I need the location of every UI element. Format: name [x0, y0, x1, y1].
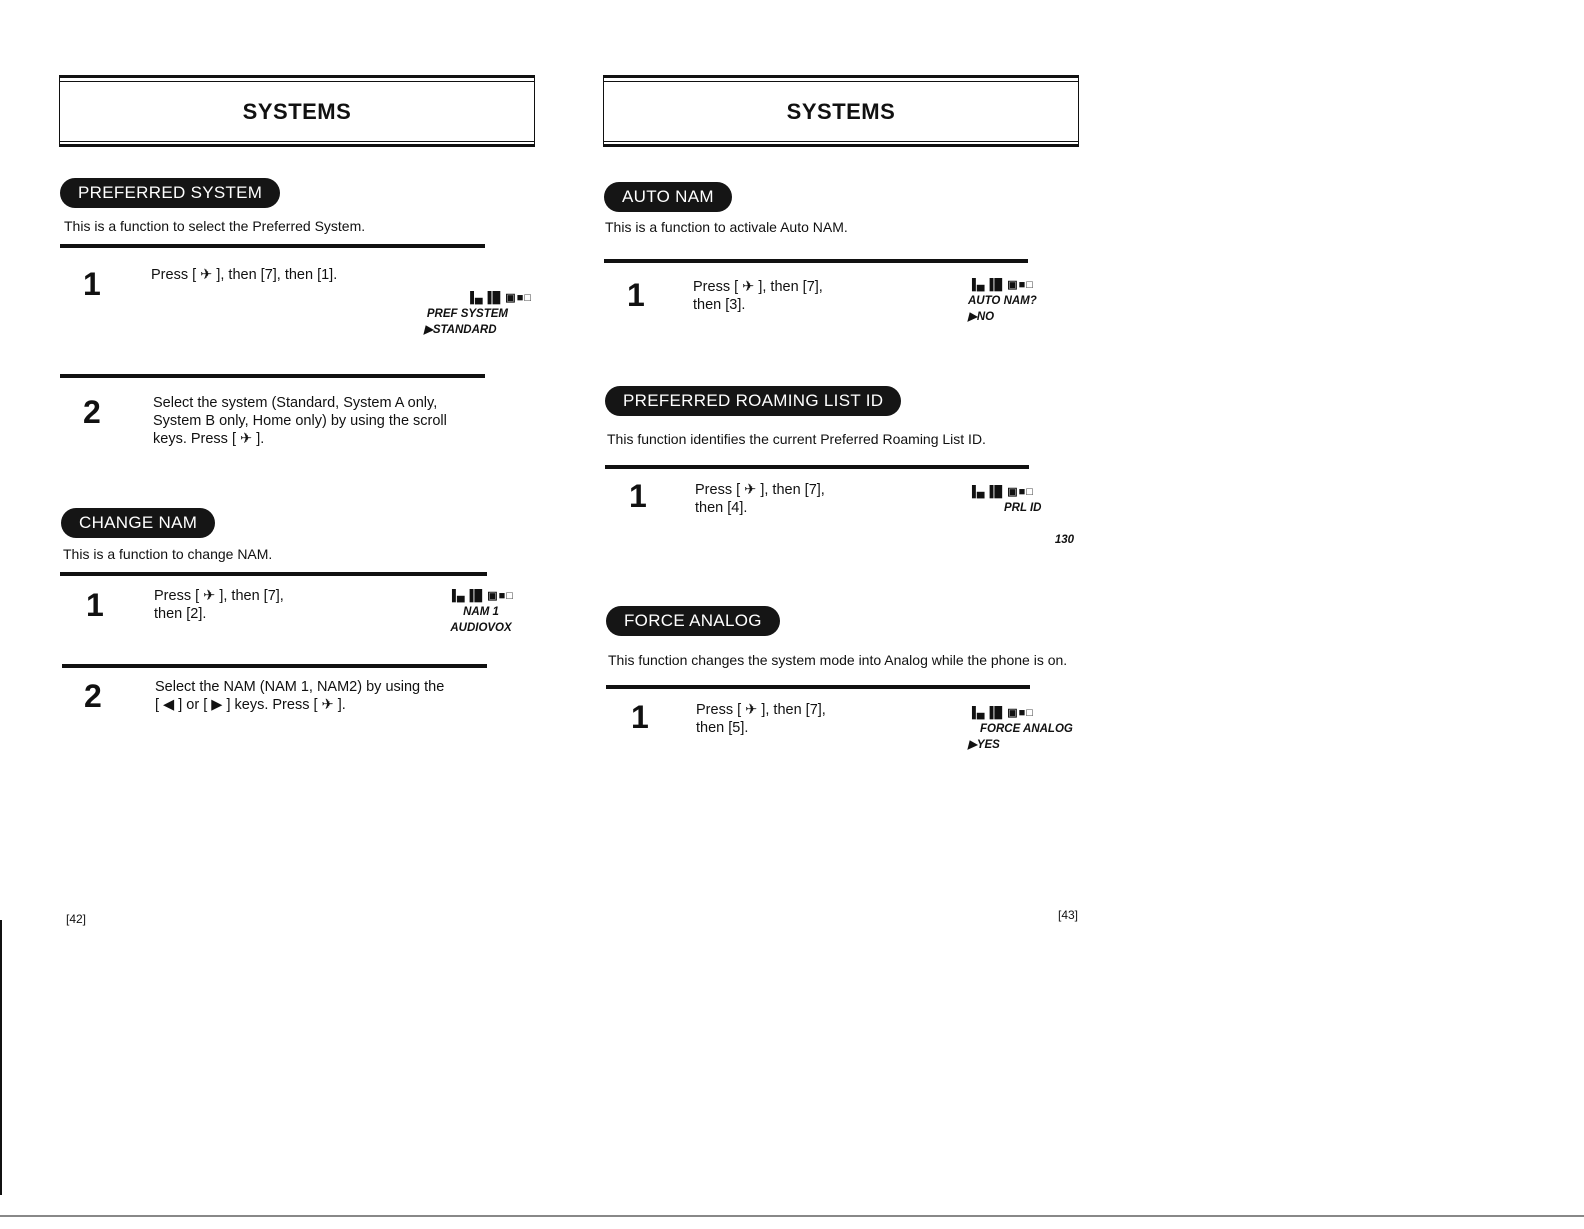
- preferred-roaming-list-id-heading: PREFERRED ROAMING LIST ID: [605, 386, 901, 416]
- step-number: 1: [83, 266, 101, 302]
- change-nam-description: This is a function to change NAM.: [63, 546, 273, 562]
- right-page-title-box: [603, 75, 1079, 147]
- display-status-icons: ▐▄▐█ ▣■□: [968, 486, 1034, 498]
- change-nam-heading: CHANGE NAM: [61, 508, 215, 538]
- display-line: AUDIOVOX: [450, 622, 512, 634]
- scan-bottom-line: [0, 1215, 1584, 1217]
- auto-nam-heading: AUTO NAM: [604, 182, 732, 212]
- step-line: Press [ ✈ ], then [7], then [1].: [151, 267, 338, 283]
- step-line: Press [ ✈ ], then [7],: [154, 588, 284, 604]
- phone-display: [968, 484, 1078, 548]
- step-instruction: [695, 481, 825, 517]
- step-number: 1: [629, 478, 647, 514]
- step-line: Select the NAM (NAM 1, NAM2) by using the: [155, 679, 445, 695]
- step-divider: [60, 244, 485, 248]
- step-instruction: [154, 587, 284, 623]
- display-line: NAM 1: [463, 606, 499, 618]
- phone-display: [424, 290, 532, 338]
- display-line: PRL ID: [1004, 502, 1042, 514]
- step-divider: [60, 374, 485, 378]
- page-number-right: [43]: [1058, 908, 1079, 922]
- step-instruction: [153, 394, 447, 448]
- display-line: 130: [1054, 534, 1074, 546]
- step-number: 2: [84, 678, 102, 714]
- auto-nam-description: This is a function to activale Auto NAM.: [605, 219, 848, 235]
- preferred-roaming-list-id-description: This function identifies the current Preferred Roaming List ID.: [607, 431, 986, 447]
- step-divider: [60, 572, 487, 576]
- display-line: AUTO NAM?: [968, 295, 1037, 307]
- display-status-icons: ▐▄▐█ ▣■□: [968, 279, 1034, 291]
- preferred-system-heading: PREFERRED SYSTEM: [60, 178, 280, 208]
- step-line: Select the system (Standard, System A only,: [153, 395, 438, 411]
- step-number: 1: [86, 587, 104, 623]
- step-line: then [4].: [695, 500, 748, 516]
- preferred-system-description: This is a function to select the Preferred System.: [64, 218, 366, 234]
- step-instruction: [155, 678, 444, 714]
- page-number-left: [42]: [66, 912, 87, 926]
- step-line: System B only, Home only) by using the scroll: [153, 413, 447, 429]
- left-page-title-box: [59, 75, 535, 147]
- display-line: FORCE ANALOG: [980, 723, 1073, 735]
- step-line: then [5].: [696, 720, 749, 736]
- display-status-icons: ▐▄▐█ ▣■□: [968, 707, 1034, 719]
- title-box-base-rule: [603, 144, 1079, 147]
- step-line: Press [ ✈ ], then [7],: [695, 482, 825, 498]
- phone-display: [968, 277, 1078, 325]
- step-line: then [3].: [693, 297, 746, 313]
- display-line: ▶STANDARD: [424, 324, 497, 336]
- step-line: [ ◀ ] or [ ▶ ] keys. Press [ ✈ ].: [155, 697, 346, 713]
- step-line: Press [ ✈ ], then [7],: [696, 702, 826, 718]
- step-number: 1: [627, 277, 645, 313]
- display-line: PREF SYSTEM: [426, 308, 508, 320]
- step-divider: [606, 685, 1030, 689]
- display-status-icons: ▐▄▐█ ▣■□: [466, 292, 532, 304]
- step-number: 2: [83, 394, 101, 430]
- step-divider: [604, 259, 1028, 263]
- step-instruction: [151, 266, 337, 284]
- force-analog-description: This function changes the system mode into Analog while the phone is on.: [608, 652, 1068, 668]
- step-line: keys. Press [ ✈ ].: [153, 431, 265, 447]
- step-instruction: [693, 278, 823, 314]
- step-line: Press [ ✈ ], then [7],: [693, 279, 823, 295]
- display-line: ▶NO: [968, 311, 995, 323]
- step-number: 1: [631, 699, 649, 735]
- title-box-base-rule: [59, 144, 535, 147]
- step-divider: [605, 465, 1029, 469]
- display-status-icons: ▐▄▐█ ▣■□: [448, 590, 514, 602]
- step-divider: [62, 664, 487, 668]
- scan-edge-line: [0, 920, 2, 1195]
- step-instruction: [696, 701, 826, 737]
- left-page-title: SYSTEMS: [60, 81, 534, 142]
- step-line: then [2].: [154, 606, 207, 622]
- phone-display: [968, 705, 1078, 753]
- right-page-title: SYSTEMS: [604, 81, 1078, 142]
- phone-display: [428, 588, 534, 636]
- force-analog-heading: FORCE ANALOG: [606, 606, 780, 636]
- display-line: ▶YES: [968, 739, 1000, 751]
